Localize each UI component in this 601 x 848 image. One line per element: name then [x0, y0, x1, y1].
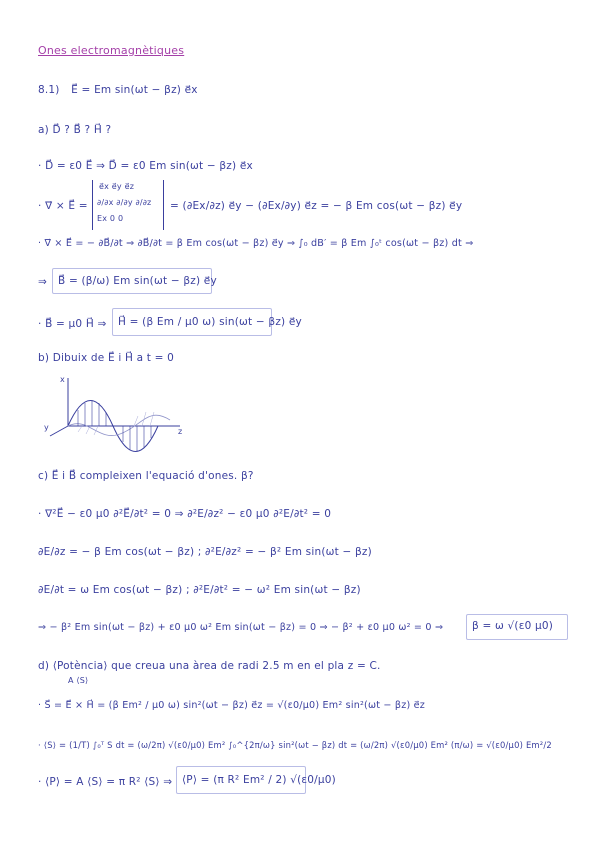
- axis-z-label: z: [178, 427, 183, 436]
- determinant-row-2: ∂/∂x ∂/∂y ∂/∂z: [97, 198, 152, 207]
- beta-result: β = ω √(ε0 μ0): [472, 620, 554, 632]
- part-a-line-5-prefix: · B⃗ = μ0 H⃗ ⇒: [38, 318, 107, 330]
- b-field-result: B⃗ = (β/ω) Em sin(ωt − βz) e⃗y: [58, 275, 217, 287]
- h-field-result: H⃗ = (β Em / μ0 ω) sin(ωt − βz) e⃗y: [118, 316, 302, 328]
- problem-equation: E⃗ = Em sin(ωt − βz) e⃗x: [71, 84, 198, 96]
- part-d-sub: A ⟨S⟩: [68, 676, 89, 685]
- axis-x-label: x: [60, 375, 65, 384]
- axis-y-label: y: [44, 423, 49, 432]
- part-d-line-1: · S⃗ = E⃗ × H⃗ = (β Em² / μ0 ω) sin²(ωt − βz) e⃗z = √(ε0/μ0) Em² sin²(ωt − βz) e⃗z: [38, 700, 425, 711]
- part-c-line-3: ∂E/∂t = ω Em cos(ωt − βz) ; ∂²E/∂t² = − ω² Em sin(ωt − βz): [38, 584, 361, 596]
- part-c-question: c) E⃗ i B⃗ compleixen l'equació d'ones. β?: [38, 470, 254, 482]
- determinant-row-3: Ex 0 0: [97, 214, 124, 223]
- part-a-question: a) D⃗ ? B⃗ ? H⃗ ?: [38, 124, 112, 136]
- curl-lhs: · ∇⃗ × E⃗ =: [38, 200, 88, 212]
- part-a-line-1: · D⃗ = ε0 E⃗ ⇒ D⃗ = ε0 Em sin(ωt − βz) e⃗x: [38, 160, 253, 172]
- y-axis-line: [50, 426, 68, 436]
- determinant-row-1: e⃗x e⃗y e⃗z: [99, 182, 135, 191]
- power-result: ⟨P⟩ = (π R² Em² / 2) √(ε0/μ0): [182, 774, 336, 786]
- curl-rhs: = (∂Ex/∂z) e⃗y − (∂Ex/∂y) e⃗z = − β Em cos(ωt − βz) e⃗y: [170, 200, 463, 212]
- part-a-line-3: · ∇⃗ × E⃗ = − ∂B⃗/∂t ⇒ ∂B⃗/∂t = β Em cos(ωt − βz) e⃗y ⇒ ∫₀ dB′ = β Em ∫₀ᵗ cos(ωt − βz) dt ⇒: [38, 238, 474, 249]
- part-d-line-2: · ⟨S⟩ = (1/T) ∫₀ᵀ S dt = (ω/2π) √(ε0/μ0) Em² ∫₀^{2π/ω} sin²(ωt − βz) dt = (ω/2π) √(ε0/μ0) Em² (π/ω) = √(ε0/μ0) Em²/2: [38, 740, 552, 750]
- part-c-line-4: ⇒ − β² Em sin(ωt − βz) + ε0 μ0 ω² Em sin(ωt − βz) = 0 ⇒ − β² + ε0 μ0 ω² = 0 ⇒: [38, 622, 444, 633]
- part-d-question: d) ⟨Potència⟩ que creua una àrea de radi 2.5 m en el pla z = C.: [38, 660, 381, 672]
- wave-drawing: [38, 372, 198, 462]
- part-a-line-4-prefix: ⇒: [38, 276, 47, 288]
- determinant: [92, 180, 164, 230]
- part-b-question: b) Dibuix de E⃗ i H⃗ a t = 0: [38, 352, 175, 364]
- part-c-line-1: · ∇²E⃗ − ε0 μ0 ∂²E⃗/∂t² = 0 ⇒ ∂²E/∂z² − ε0 μ0 ∂²E/∂t² = 0: [38, 508, 332, 520]
- problem-label: 8.1): [38, 84, 60, 96]
- part-d-line-3-prefix: · ⟨P⟩ = A ⟨S⟩ = π R² ⟨S⟩ ⇒: [38, 776, 173, 788]
- page-title: Ones electromagnètiques: [38, 44, 185, 57]
- problem-statement: [38, 84, 198, 96]
- part-c-line-2: ∂E/∂z = − β Em cos(ωt − βz) ; ∂²E/∂z² = − β² Em sin(ωt − βz): [38, 546, 372, 558]
